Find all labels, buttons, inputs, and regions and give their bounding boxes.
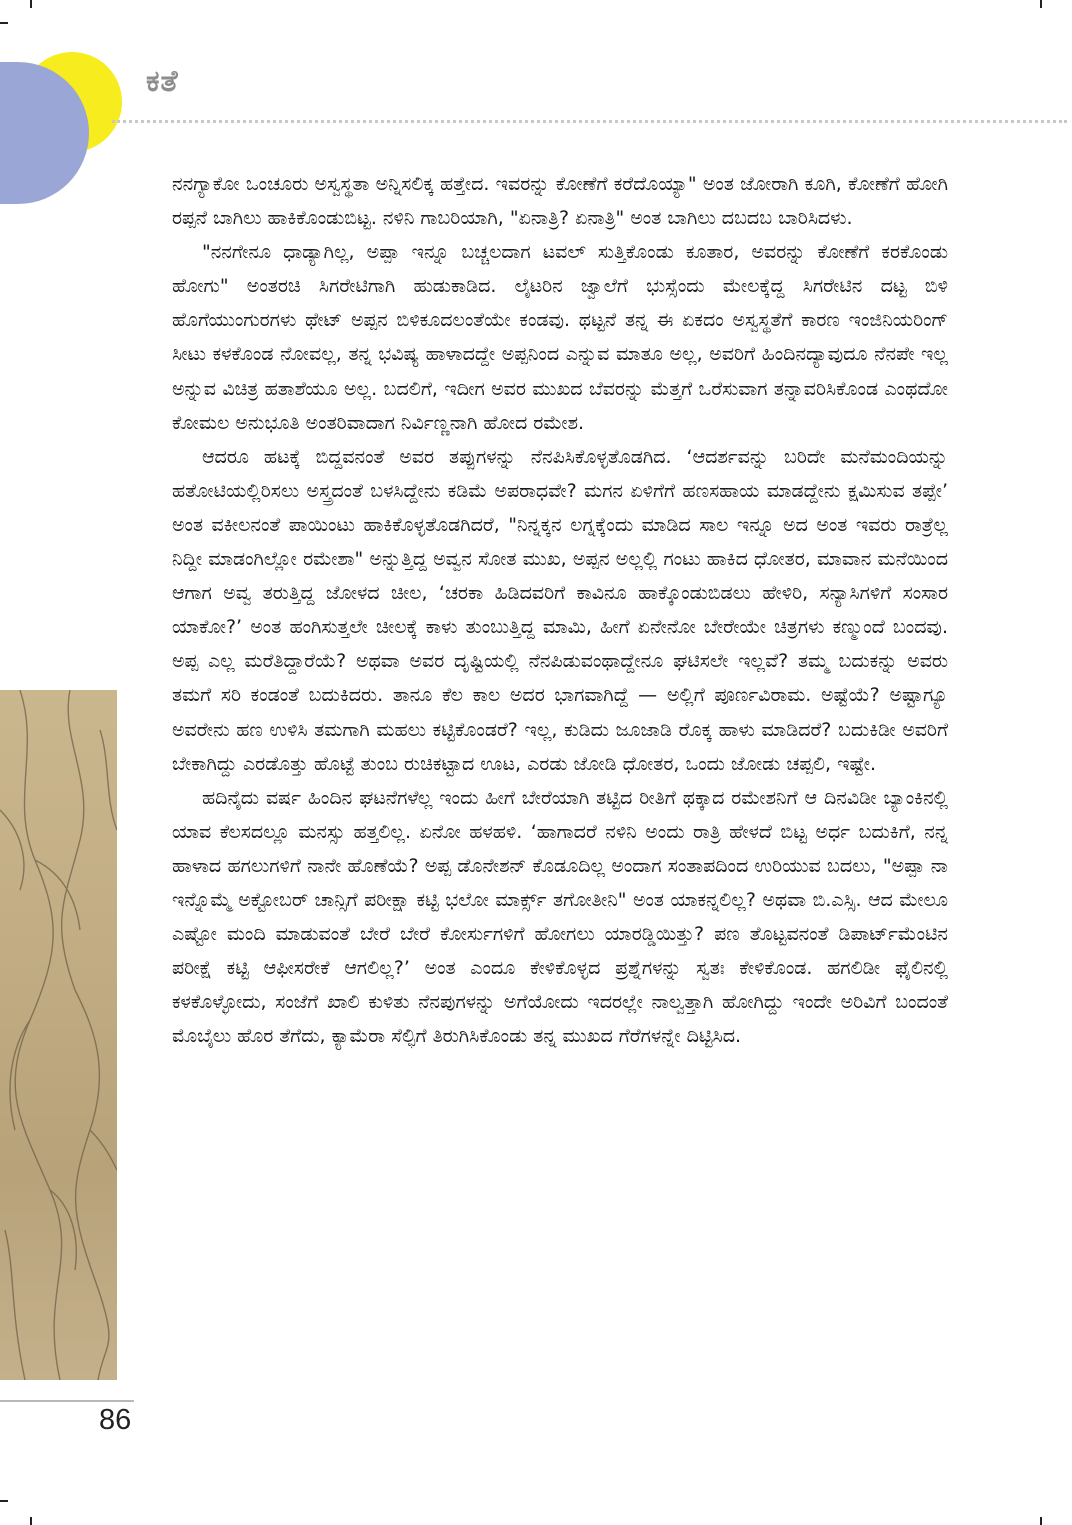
crop-mark bbox=[30, 0, 32, 8]
paragraph: ನನಗ್ಯಾಕೋ ಒಂಚೂರು ಅಸ್ವಸ್ಥತಾ ಅನ್ನಿಸಲಿಕ್ಕ ಹತ್ತೇದ. ಇವರನ್ನು ಕೋಣೆಗೆ ಕರೆದೊಯ್ಯಾ" ಅಂತ ಜೋರಾಗಿ ಕೂಗಿ, ಕೋಣೆಗೆ ಹೋಗಿ ರಪ್ಪನೆ ಬಾಗಿಲು ಹಾಕಿಕೊಂಡುಬಿಟ್ಟ. ನಳಿನಿ ಗಾಬರಿಯಾಗಿ, "ಏನಾತ್ರಿ? ಏನಾತ್ರಿ" ಅಂತ ಬಾಗಿಲು ದಬದಬ ಬಾರಿಸಿದಳು. bbox=[172, 173, 948, 230]
crop-mark bbox=[1040, 1517, 1042, 1525]
crop-mark bbox=[0, 22, 8, 24]
footer-divider bbox=[0, 1400, 134, 1402]
section-title: ಕತೆ bbox=[146, 64, 179, 99]
crop-mark bbox=[30, 1517, 32, 1525]
crop-mark bbox=[1040, 0, 1042, 8]
page-number: 86 bbox=[99, 1404, 132, 1436]
story-body bbox=[172, 167, 948, 1053]
decorative-texture-strip bbox=[0, 690, 117, 1380]
crop-mark bbox=[0, 1500, 8, 1502]
paragraph: "ನನಗೇನೂ ಧಾಡ್ಯಾಗಿಲ್ಲ, ಅಪ್ಪಾ ಇನ್ನೂ ಬಚ್ಚಲದಾಗ ಟವಲ್ ಸುತ್ತಿಕೊಂಡು ಕೂತಾರ, ಅವರನ್ನು ಕೋಣೆಗೆ ಕರಕೊಂಡು ಹೋಗು" ಅಂತರಚಿ ಸಿಗರೇಟಿಗಾಗಿ ಹುಡುಕಾಡಿದ. ಲೈಟರಿನ ಜ್ವಾಲೆಗೆ ಭುಸ್ಸೆಂದು ಮೇಲಕ್ಕೆದ್ದ ಸಿಗರೇಟಿನ ದಟ್ಟ ಬಿಳಿ ಹೊಗೆಯುಂಗುರಗಳು ಥೇಟ್ ಅಪ್ಪನ ಬಿಳಿಕೂದಲಂತೆಯೇ ಕಂಡವು. ಥಟ್ಟನೆ ತನ್ನ ಈ ಏಕದಂ ಅಸ್ವಸ್ಥತೆಗೆ ಕಾರಣ ಇಂಜಿನಿಯರಿಂಗ್ ಸೀಟು ಕಳಕೊಂಡ ನೋವಲ್ಲ, ತನ್ನ ಭವಿಷ್ಯ ಹಾಳಾದದ್ದೇ ಅಪ್ಪನಿಂದ ಎನ್ನುವ ಮಾತೂ ಅಲ್ಲ, ಅವರಿಗೆ ಹಿಂದಿನದ್ಯಾವುದೂ ನೆನಪೇ ಇಲ್ಲ ಅನ್ನುವ ವಿಚಿತ್ರ ಹತಾಶೆಯೂ ಅಲ್ಲ. ಬದಲಿಗೆ, ಇದೀಗ ಅವರ ಮುಖದ ಬೆವರನ್ನು ಮೆತ್ತಗೆ ಒರೆಸುವಾಗ ತನ್ನಾವರಿಸಿಕೊಂಡ ಎಂಥದೋ ಕೋಮಲ ಅನುಭೂತಿ ಅಂತರಿವಾದಾಗ ನಿರ್ವಿಣ್ಣನಾಗಿ ಹೋದ ರಮೇಶ. bbox=[172, 241, 948, 434]
paragraph: ಆದರೂ ಹಟಕ್ಕೆ ಬಿದ್ದವನಂತೆ ಅವರ ತಪ್ಪುಗಳನ್ನು ನೆನಪಿಸಿಕೊಳ್ಳತೊಡಗಿದ. ‘ಆದರ್ಶವನ್ನು ಬರಿದೇ ಮನೆಮಂದಿಯನ್ನು ಹತೋಟಿಯಲ್ಲಿರಿಸಲು ಅಸ್ತ್ರದಂತೆ ಬಳಸಿದ್ದೇನು ಕಡಿಮೆ ಅಪರಾಧವೇ? ಮಗನ ಏಳಿಗೆಗೆ ಹಣಸಹಾಯ ಮಾಡದ್ದೇನು ಕ್ಷಮಿಸುವ ತಪ್ಪೇ’ ಅಂತ ವಕೀಲನಂತೆ ಪಾಯಿಂಟು ಹಾಕಿಕೊಳ್ಳತೊಡಗಿದರೆ, "ನಿನ್ನಕ್ಕನ ಲಗ್ನಕ್ಕೆಂದು ಮಾಡಿದ ಸಾಲ ಇನ್ನೂ ಅದ ಅಂತ ಇವರು ರಾತ್ರೆಲ್ಲ ನಿದ್ದೀ ಮಾಡಂಗಿಲ್ಲೋ ರಮೇಶಾ" ಅನ್ನುತ್ತಿದ್ದ ಅವ್ವನ ಸೋತ ಮುಖ, ಅಪ್ಪನ ಅಲ್ಲಲ್ಲಿ ಗಂಟು ಹಾಕಿದ ಧೋತರ, ಮಾವಾನ ಮನೆಯಿಂದ ಆಗಾಗ ಅವ್ವ ತರುತ್ತಿದ್ದ ಜೋಳದ ಚೀಲ, ‘ಚರಕಾ ಹಿಡಿದವರಿಗೆ ಕಾವಿನೂ ಹಾಕ್ಕೊಂಡುಬಿಡಲು ಹೇಳಿರಿ, ಸನ್ಯಾಸಿಗಳಿಗೆ ಸಂಸಾರ ಯಾಕೋ?’ ಅಂತ ಹಂಗಿಸುತ್ತಲೇ ಚೀಲಕ್ಕೆ ಕಾಳು ತುಂಬುತ್ತಿದ್ದ ಮಾಮಿ, ಹೀಗೆ ಏನೇನೋ ಬೇರೇಯೇ ಚಿತ್ರಗಳು ಕಣ್ಮುಂದೆ ಬಂದವು. ಅಪ್ಪ ಎಲ್ಲ ಮರೆತಿದ್ದಾರೆಯೆ? ಅಥವಾ ಅವರ ದೃಷ್ಟಿಯಲ್ಲಿ ನೆನಪಿಡುವಂಥಾದ್ದೇನೂ ಘಟಿಸಲೇ ಇಲ್ಲವೆ? ತಮ್ಮ ಬದುಕನ್ನು ಅವರು ತಮಗೆ ಸರಿ ಕಂಡಂತೆ ಬದುಕಿದರು. ತಾನೂ ಕೆಲ ಕಾಲ ಅದರ ಭಾಗವಾಗಿದ್ದೆ — ಅಲ್ಲಿಗೆ ಪೂರ್ಣವಿರಾಮ. ಅಷ್ಟೆಯೆ? ಅಷ್ಟಾಗ್ಯೂ ಅವರೇನು ಹಣ ಉಳಿಸಿ ತಮಗಾಗಿ ಮಹಲು ಕಟ್ಟಿಕೊಂಡರೆ? ಇಲ್ಲ, ಕುಡಿದು ಜೂಜಾಡಿ ರೊಕ್ಕ ಹಾಳು ಮಾಡಿದರೆ? ಬದುಕಿಡೀ ಅವರಿಗೆ ಬೇಕಾಗಿದ್ದು ಎರಡೊತ್ತು ಹೊಟ್ಟೆ ತುಂಬ ರುಚಿಕಟ್ಟಾದ ಊಟ, ಎರಡು ಜೋಡಿ ಧೋತರ, ಒಂದು ಜೋಡು ಚಪ್ಪಲಿ, ಇಷ್ಟೇ. bbox=[172, 445, 948, 775]
paragraph: ಹದಿನೈದು ವರ್ಷ ಹಿಂದಿನ ಘಟನೆಗಳೆಲ್ಲ ಇಂದು ಹೀಗೆ ಬೇರೆಯಾಗಿ ತಟ್ಟಿದ ರೀತಿಗೆ ಥಕ್ಕಾದ ರಮೇಶನಿಗೆ ಆ ದಿನವಿಡೀ ಬ್ಯಾಂಕಿನಲ್ಲಿ ಯಾವ ಕೆಲಸದಲ್ಲೂ ಮನಸ್ಸು ಹತ್ತಲಿಲ್ಲ. ಏನೋ ಹಳಹಳಿ. ‘ಹಾಗಾದರೆ ನಳಿನಿ ಅಂದು ರಾತ್ರಿ ಹೇಳದೆ ಬಿಟ್ಟ ಅರ್ಧ ಬದುಕಿಗೆ, ನನ್ನ ಹಾಳಾದ ಹಗಲುಗಳಿಗೆ ನಾನೇ ಹೊಣೆಯೆ? ಅಪ್ಪ ಡೊನೇಶನ್ ಕೊಡೂದಿಲ್ಲ ಅಂದಾಗ ಸಂತಾಪದಿಂದ ಉರಿಯುವ ಬದಲು, "ಅಪ್ಪಾ ನಾ ಇನ್ನೊಮ್ಮೆ ಅಕ್ಟೋಬರ್ ಚಾನ್ಸಿಗೆ ಪರೀಕ್ಷಾ ಕಟ್ಟಿ ಭಲೋ ಮಾರ್ಕ್ಸ್ ತಗೋತೀನಿ" ಅಂತ ಯಾಕನ್ನಲಿಲ್ಲ? ಅಥವಾ ಬಿ.ಎಸ್ಸಿ. ಆದ ಮೇಲೂ ಎಷ್ಟೋ ಮಂದಿ ಮಾಡುವಂತೆ ಬೇರೆ ಬೇರೆ ಕೋರ್ಸುಗಳಿಗೆ ಹೋಗಲು ಯಾರಡ್ಡಿಯಿತ್ತು? ಪಣ ತೊಟ್ಟವನಂತೆ ಡಿಪಾರ್ಟ್‌ಮೆಂಟಿನ ಪರೀಕ್ಷೆ ಕಟ್ಟಿ ಆಫೀಸರೇಕೆ ಆಗಲಿಲ್ಲ?’ ಅಂತ ಎಂದೂ ಕೇಳಿಕೊಳ್ಳದ ಪ್ರಶ್ನೆಗಳನ್ನು ಸ್ವತಃ ಕೇಳಿಕೊಂಡ. ಹಗಲಿಡೀ ಫೈಲಿನಲ್ಲಿ ಕಳಕೊಳ್ಳೋದು, ಸಂಜೆಗೆ ಖಾಲಿ ಕುಳಿತು ನೆನಪುಗಳನ್ನು ಅಗೆಯೋದು ಇದರಲ್ಲೇ ನಾಲ್ವತ್ತಾಗಿ ಹೋಗಿದ್ದು ಇಂದೇ ಅರಿವಿಗೆ ಬಂದಂತೆ ಮೊಬೈಲು ಹೊರ ತೆಗೆದು, ಕ್ಯಾಮೆರಾ ಸೆಲ್ಫಿಗೆ ತಿರುಗಿಸಿಕೊಂಡು ತನ್ನ ಮುಖದ ಗೆರೆಗಳನ್ನೇ ದಿಟ್ಟಿಸಿದ. bbox=[172, 786, 948, 1048]
header-dotted-divider bbox=[112, 120, 1067, 123]
